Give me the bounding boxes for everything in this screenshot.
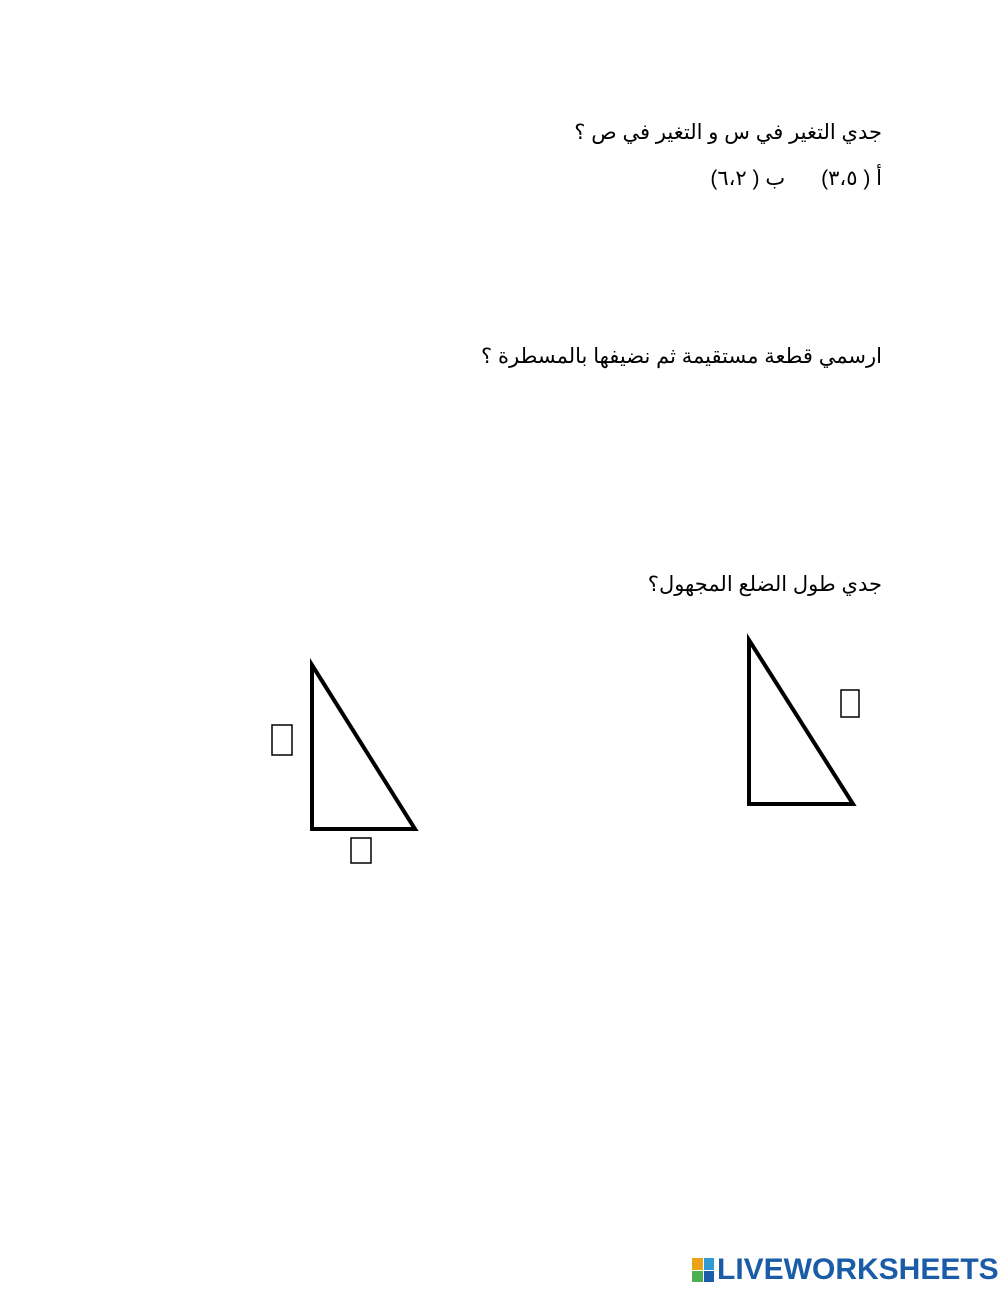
liveworksheets-mark-icon: [692, 1258, 714, 1282]
right-right-triangle: [749, 640, 853, 804]
question-1-prompt: جدي التغير في س و التغير في ص ؟: [574, 121, 882, 144]
right-triangle-hypotenuse-answer-box[interactable]: [841, 690, 859, 717]
left-triangle-base-answer-box[interactable]: [351, 838, 371, 863]
question-3-prompt: جدي طول الضلع المجهول؟: [647, 573, 882, 596]
logo-text: LIVEWORKSHEETS: [717, 1253, 999, 1286]
question-2-prompt: ارسمي قطعة مستقيمة ثم نضيفها بالمسطرة ؟: [481, 345, 882, 368]
point-a-label: أ ( ٣،٥): [821, 167, 882, 190]
liveworksheets-logo: [692, 1250, 999, 1290]
point-b-label: ب ( ٦،٢): [710, 167, 786, 190]
left-right-triangle: [312, 665, 415, 829]
left-triangle-height-answer-box[interactable]: [272, 725, 292, 755]
